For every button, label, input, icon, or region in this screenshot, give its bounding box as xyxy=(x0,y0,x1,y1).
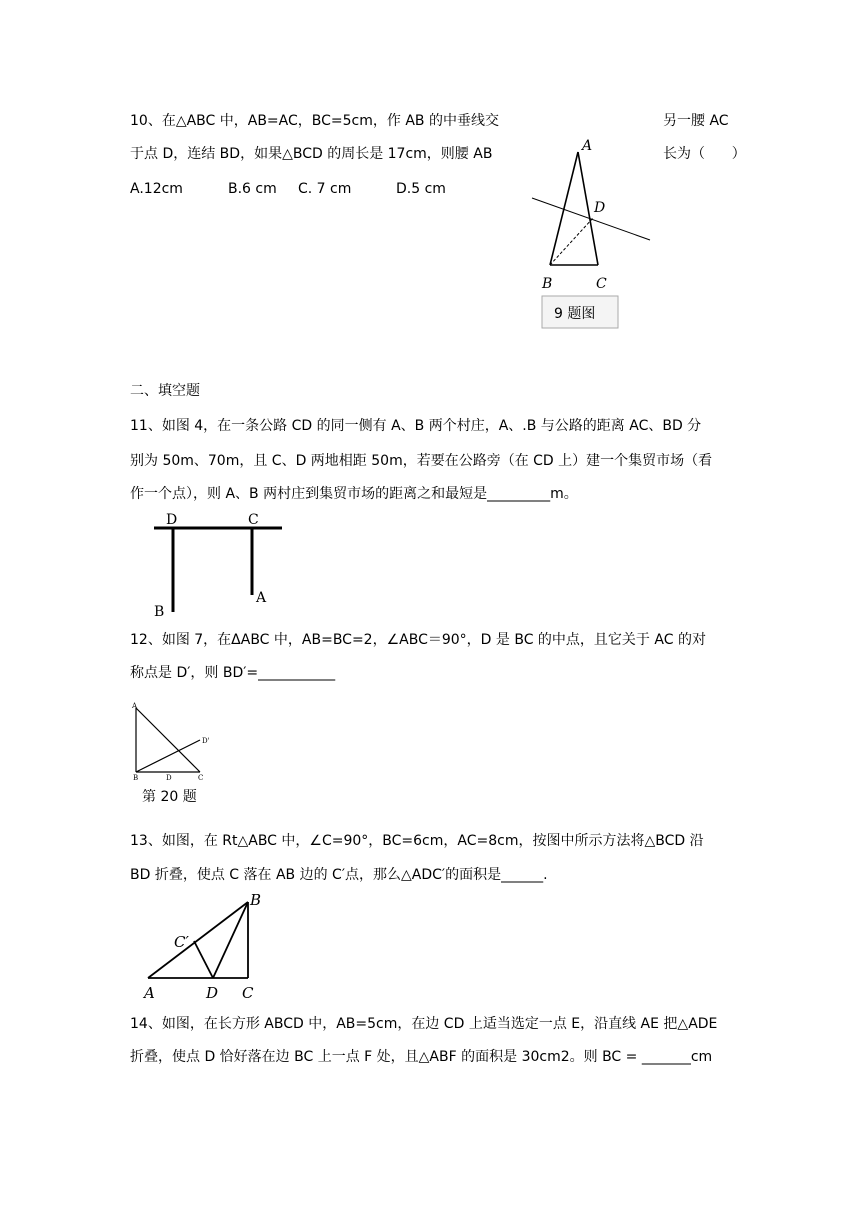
q12-label-a: A xyxy=(132,702,138,710)
q11-label-c: C xyxy=(248,512,259,528)
q13-label-b: B xyxy=(250,891,262,909)
q12-line1: 12、如图 7，在ΔABC 中，AB=BC=2，∠ABC＝90°，D 是 BC 的中点，且它关于 AC 的对 xyxy=(130,632,706,648)
q11-figure xyxy=(140,510,290,622)
q10-line1: 10、在△ABC 中，AB=AC，BC=5cm，作 AB 的中垂线交 xyxy=(130,113,499,129)
q10-label-b: B xyxy=(542,276,553,292)
q12-label-d: D xyxy=(166,774,172,782)
q10-option-c: C. 7 cm xyxy=(298,181,352,197)
q10-label-d: D xyxy=(594,200,606,216)
q10-label-c: C xyxy=(596,276,607,292)
q12-label-b: B xyxy=(133,774,139,782)
q13-label-c-prime: C′ xyxy=(174,933,189,951)
q13-line2: BD 折叠，使点 C 落在 AB 边的 C′点，那么△ADC′的面积是______. xyxy=(130,867,548,883)
section-title: 二、填空题 xyxy=(130,383,200,399)
q12-caption: 第 20 题 xyxy=(142,789,197,805)
q13-label-c: C xyxy=(242,984,254,1002)
q12-label-c: C xyxy=(198,774,204,782)
q11-line2: 别为 50m、70m，且 C、D 两地相距 50m，若要在公路旁（在 CD 上）建一个集贸市场（看 xyxy=(130,453,713,469)
q10-line1-right: 另一腰 AC xyxy=(663,113,729,129)
q10-option-b: B.6 cm xyxy=(228,181,277,197)
q10-caption: 9 题图 xyxy=(554,306,596,322)
q11-label-a: A xyxy=(256,590,267,606)
q10-line2-right: 长为（ ） xyxy=(663,146,746,162)
q13-label-d: D xyxy=(206,984,219,1002)
q14-line2: 折叠，使点 D 恰好落在边 BC 上一点 F 处，且△ABF 的面积是 30cm2。则 BC = _______cm xyxy=(130,1049,713,1065)
q13-label-a: A xyxy=(144,984,155,1002)
q12-label-d-prime: D' xyxy=(202,737,210,745)
q11-line3: 作一个点），则 A、B 两村庄到集贸市场的距离之和最短是_________m。 xyxy=(130,486,578,502)
q10-option-d: D.5 cm xyxy=(396,181,446,197)
q13-figure xyxy=(138,890,288,1005)
q11-label-d: D xyxy=(166,512,178,528)
q14-line1: 14、如图，在长方形 ABCD 中，AB=5cm，在边 CD 上适当选定一点 E，沿直线 AE 把△ADE xyxy=(130,1016,718,1032)
q12-line2: 称点是 D′，则 BD′=___________ xyxy=(130,665,336,681)
q10-line2: 于点 D，连结 BD，如果△BCD 的周长是 17cm，则腰 AB xyxy=(130,146,493,162)
q13-line1: 13、如图，在 Rt△ABC 中，∠C=90°，BC=6cm，AC=8cm，按图中所示方法将△BCD 沿 xyxy=(130,833,704,849)
q11-label-b: B xyxy=(154,604,165,620)
q10-label-a: A xyxy=(582,138,593,154)
q10-figure xyxy=(520,130,660,335)
q11-line1: 11、如图 4，在一条公路 CD 的同一侧有 A、B 两个村庄，A、.B 与公路的距离 AC、BD 分 xyxy=(130,418,702,434)
q12-figure xyxy=(128,702,228,808)
q10-option-a: A.12cm xyxy=(130,181,183,197)
